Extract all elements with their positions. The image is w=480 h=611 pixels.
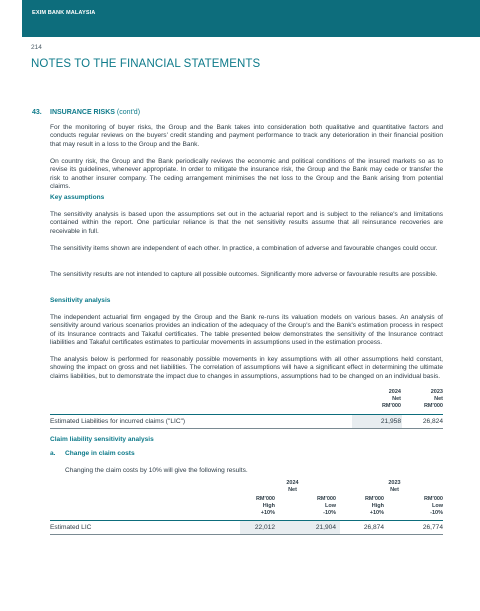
header-banner	[22, 0, 480, 37]
table2-year-2024: 2024 Net	[286, 480, 299, 494]
table2-value-2023-low: 26,774	[422, 524, 443, 531]
table1-header-2024: 2024 Net RM'000	[381, 389, 401, 410]
key-assumptions-heading: Key assumptions	[50, 194, 105, 201]
section-number: 43.	[32, 109, 42, 116]
paragraph-movements: The analysis below is performed for reasonably possible movements in key assumptions with all other assumptions held constant, showing the impact on gross and net liabilities. The correlation of assumptions will have a significant effect in determining the ultimate claims liabilities, but to demonstrate the impact due to changes in assumptions, assumptions had to be changed on an individual basis.	[50, 356, 443, 380]
table1-bottom-rule	[50, 428, 443, 429]
list-letter: a.	[50, 450, 56, 457]
table2-value-2023-high: 26,874	[363, 524, 384, 531]
paragraph-buyer-risk: For the monitoring of buyer risks, the Group and the Bank takes into consideration both qualitative and quantitative factors and conducts regular reviews on the buyers' credit standing and payment performance to track any deterioration in their financial position that may result in a loss to the Group and the Bank.	[50, 124, 443, 148]
table1-row-label: Estimated Liabilities for incurred claims ("LIC")	[50, 418, 186, 425]
page-number: 214	[31, 44, 42, 51]
list-text: Changing the claim costs by 10% will give the following results.	[65, 467, 248, 474]
table2-col-2024-low: RM'000 Low -10%	[316, 496, 336, 517]
table1-value-2024: 21,958	[380, 418, 401, 425]
paragraph-independent: The sensitivity items shown are independent of each other. In practice, a combination of adverse and favourable changes could occur.	[50, 245, 438, 252]
page-title: NOTES TO THE FINANCIAL STATEMENTS	[31, 58, 261, 70]
paragraph-country-risk: On country risk, the Group and the Bank periodically reviews the economic and political conditions of the insured markets so as to revise its guidelines, whenever appropriate. In order to mitigate the insurance risk, the Group and the Bank may cede or transfer the risk to another insurer company. The ceding arrangement minimises the net loss to the Group and the Bank arising from potential claims.	[50, 158, 443, 191]
table2-year-2023: 2023 Net	[388, 480, 401, 494]
bank-name: EXIM BANK MALAYSIA	[32, 10, 96, 16]
paragraph-assumptions: The sensitivity analysis is based upon the assumptions set out in the actuarial report and is subject to the reliance's and limitations contained within the report. One particular reliance is that the net sensitivity results assume that all reinsurance recoveries are receivable in full.	[50, 211, 443, 235]
table2-col-2024-high: RM'000 High +10%	[255, 496, 275, 517]
table2-value-2024-low: 21,904	[315, 524, 336, 531]
sensitivity-heading: Sensitivity analysis	[50, 297, 111, 304]
table2-col-2023-low: RM'000 Low -10%	[423, 496, 443, 517]
table2-bottom-rule	[50, 534, 443, 535]
paragraph-results: The sensitivity results are not intended to capture all possible outcomes. Significantly more adverse or favourable results are possible.	[50, 271, 438, 278]
table2-col-2023-high: RM'000 High +10%	[364, 496, 384, 517]
table1-header-2023: 2023 Net RM'000	[423, 389, 443, 410]
list-title: Change in claim costs	[65, 450, 135, 457]
table2-value-2024-high: 22,012	[254, 524, 275, 531]
table1-value-2023: 26,824	[422, 418, 443, 425]
paragraph-actuarial: The independent actuarial firm engaged by the Group and the Bank re-runs its valuation models on various bases. An analysis of sensitivity around various scenarios provides an indication of the adequacy of the Group's and the Bank's estimation process in respect of its Insurance contracts and Takaful certificates. The table presented below demonstrates the sensitivity of the Insurance contract liabilities and Takaful certificates estimates to particular movements in assumptions used in the estimation process.	[50, 314, 443, 347]
section-title: INSURANCE RISKS (cont'd)	[50, 109, 141, 116]
table2-row-label: Estimated LIC	[50, 524, 92, 531]
claim-sensitivity-heading: Claim liability sensitivity analysis	[50, 436, 154, 443]
